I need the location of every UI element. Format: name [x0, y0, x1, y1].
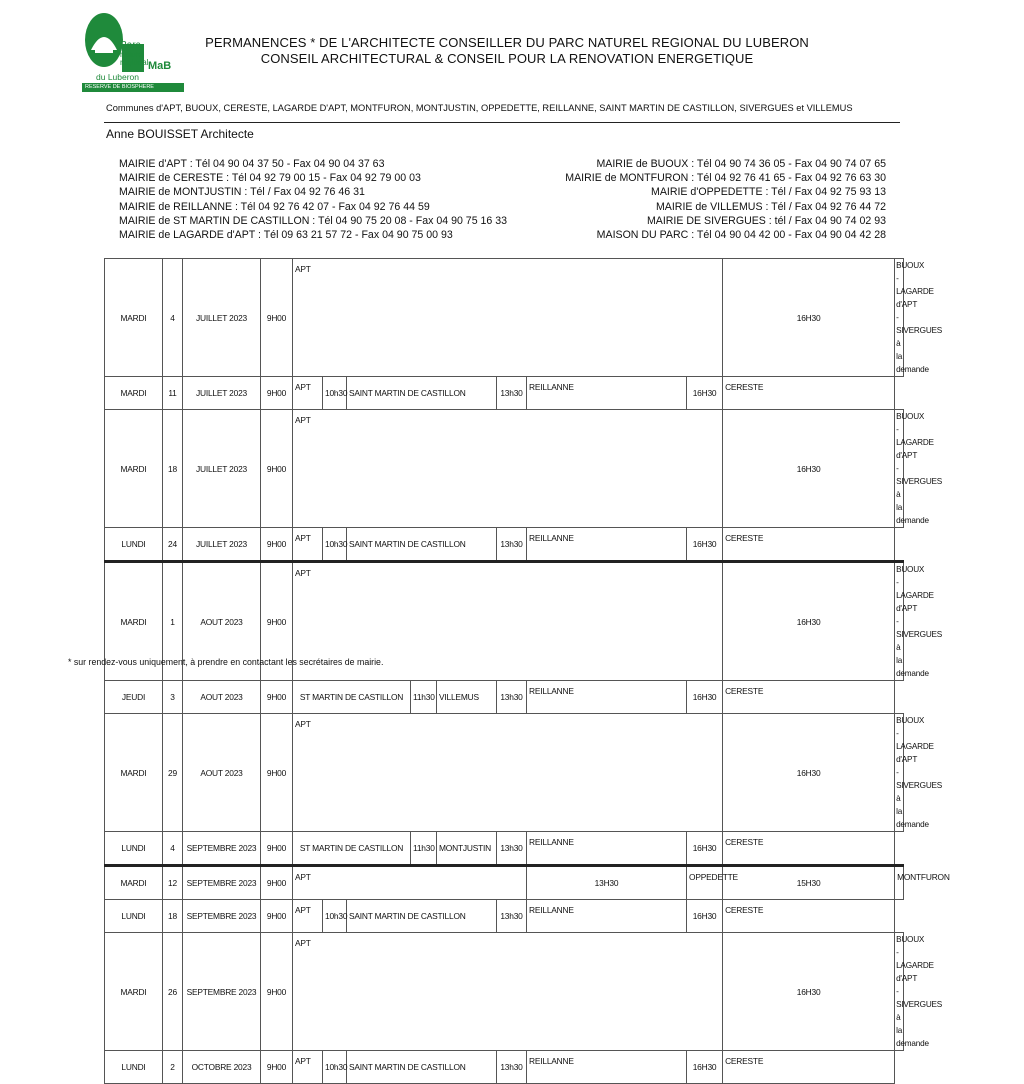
- month-cell: AOUT 2023: [183, 681, 261, 714]
- place-cell: REILLANNE: [527, 377, 687, 410]
- place-cell: BUOUX - LAGARDE d'APT - SIVERGUES à la demande: [895, 259, 904, 377]
- time-cell: 16H30: [687, 832, 723, 866]
- time-cell: 16H30: [687, 681, 723, 714]
- month-cell: SEPTEMBRE 2023: [183, 933, 261, 1051]
- day-cell: MARDI: [105, 714, 163, 832]
- mairie-contact: MAIRIE de ST MARTIN DE CASTILLON : Tél 04 90 75 20 08 - Fax 04 90 75 16 33: [119, 214, 508, 227]
- place-cell: APT: [293, 377, 323, 410]
- day-cell: LUNDI: [105, 900, 163, 933]
- time-cell: 13h30: [497, 1051, 527, 1084]
- logo-text-biosphere: RESERVE DE BIOSPHERE: [85, 84, 154, 90]
- mairie-contact: MAIRIE de VILLEMUS : Tél / Fax 04 92 76 44 72: [655, 200, 886, 213]
- place-cell: SAINT MARTIN DE CASTILLON: [347, 528, 497, 562]
- mairie-contact: MAIRIE de CERESTE : Tél 04 92 79 00 15 - Fax 04 92 79 00 03: [119, 172, 421, 185]
- date-cell: 11: [163, 377, 183, 410]
- architect-name: Anne BOUISSET Architecte: [106, 127, 254, 141]
- place-cell: REILLANNE: [527, 681, 687, 714]
- table-row: [105, 528, 904, 562]
- place-cell: CERESTE: [723, 900, 895, 933]
- time-cell: 9H00: [261, 562, 293, 681]
- month-cell: JUILLET 2023: [183, 377, 261, 410]
- table-row: [105, 410, 904, 528]
- mairie-contact: MAIRIE d'OPPEDETTE : Tél / Fax 04 92 75 93 13: [651, 186, 886, 199]
- date-cell: 4: [163, 832, 183, 866]
- time-cell: 16H30: [687, 528, 723, 562]
- table-row: [105, 900, 904, 933]
- time-cell: 9H00: [261, 681, 293, 714]
- month-cell: OCTOBRE 2023: [183, 1051, 261, 1084]
- place-cell: OPPEDETTE: [687, 866, 723, 900]
- date-cell: 18: [163, 900, 183, 933]
- title-line-1: PERMANENCES * DE L'ARCHITECTE CONSEILLER DU PARC NATUREL REGIONAL DU LUBERON: [205, 35, 809, 50]
- mairie-contact: MAIRIE de BUOUX : Tél 04 90 74 36 05 - Fax 04 90 74 07 65: [596, 158, 886, 170]
- place-cell: CERESTE: [723, 681, 895, 714]
- month-cell: JUILLET 2023: [183, 410, 261, 528]
- day-cell: MARDI: [105, 410, 163, 528]
- mairies-left: [119, 157, 507, 242]
- day-cell: LUNDI: [105, 832, 163, 866]
- time-cell: 16H30: [687, 377, 723, 410]
- time-cell: 9H00: [261, 1051, 293, 1084]
- date-cell: 4: [163, 259, 183, 377]
- place-cell: SAINT MARTIN DE CASTILLON: [347, 377, 497, 410]
- month-cell: SEPTEMBRE 2023: [183, 866, 261, 900]
- place-cell: APT: [293, 528, 323, 562]
- place-cell: APT: [293, 714, 723, 832]
- time-cell: 13h30: [497, 528, 527, 562]
- time-cell: 9H00: [261, 714, 293, 832]
- date-cell: 2: [163, 1051, 183, 1084]
- day-cell: LUNDI: [105, 528, 163, 562]
- place-cell: BUOUX - LAGARDE d'APT - SIVERGUES à la demande: [895, 933, 904, 1051]
- table-row: [105, 681, 904, 714]
- time-cell: 9H00: [261, 377, 293, 410]
- place-cell: MONTFURON: [895, 866, 904, 900]
- month-cell: AOUT 2023: [183, 562, 261, 681]
- place-cell: ST MARTIN DE CASTILLON: [293, 681, 411, 714]
- logo-text-parc: Parc: [120, 40, 141, 51]
- month-cell: SEPTEMBRE 2023: [183, 900, 261, 933]
- mairie-contact: MAIRIE de MONTFURON : Tél 04 92 76 41 65 - Fax 04 92 76 63 30: [565, 172, 886, 185]
- day-cell: MARDI: [105, 933, 163, 1051]
- place-cell: VILLEMUS: [437, 681, 497, 714]
- mairie-contact: MAIRIE d'APT : Tél 04 90 04 37 50 - Fax 04 90 04 37 63: [119, 158, 385, 170]
- time-cell: 9H00: [261, 410, 293, 528]
- date-cell: 3: [163, 681, 183, 714]
- footnote: * sur rendez-vous uniquement, à prendre en contactant les secrétaires de mairie.: [68, 657, 384, 667]
- table-row: [105, 714, 904, 832]
- time-cell: 10h30: [323, 1051, 347, 1084]
- time-cell: 16H30: [723, 410, 895, 528]
- time-cell: 10h30: [323, 900, 347, 933]
- divider: [104, 122, 900, 123]
- mairie-contact: MAIRIE de LAGARDE d'APT : Tél 09 63 21 57 72 - Fax 04 90 75 00 93: [119, 229, 453, 242]
- place-cell: SAINT MARTIN DE CASTILLON: [347, 1051, 497, 1084]
- place-cell: REILLANNE: [527, 528, 687, 562]
- time-cell: 16H30: [723, 714, 895, 832]
- date-cell: 18: [163, 410, 183, 528]
- logo-text-luberon: du Luberon: [96, 72, 140, 82]
- table-row: [105, 832, 904, 866]
- place-cell: BUOUX - LAGARDE d'APT - SIVERGUES à la demande: [895, 562, 904, 681]
- mairie-contact: MAIRIE de REILLANNE : Tél 04 92 76 42 07 - Fax 04 92 76 44 59: [119, 200, 430, 213]
- logo-text-naturel: naturel: [120, 50, 145, 59]
- place-cell: APT: [293, 933, 723, 1051]
- parc-luberon-logo: [82, 10, 184, 92]
- place-cell: REILLANNE: [527, 900, 687, 933]
- month-cell: AOUT 2023: [183, 714, 261, 832]
- time-cell: 9H00: [261, 866, 293, 900]
- table-row: [105, 866, 904, 900]
- month-cell: JUILLET 2023: [183, 528, 261, 562]
- time-cell: 16H30: [687, 900, 723, 933]
- time-cell: 9H00: [261, 528, 293, 562]
- place-cell: APT: [293, 900, 323, 933]
- place-cell: APT: [293, 410, 723, 528]
- mairie-contact: MAIRIE de MONTJUSTIN : Tél / Fax 04 92 76 46 31: [119, 186, 365, 199]
- month-cell: SEPTEMBRE 2023: [183, 832, 261, 866]
- day-cell: LUNDI: [105, 1051, 163, 1084]
- time-cell: 15H30: [723, 866, 895, 900]
- time-cell: 13H30: [527, 866, 687, 900]
- date-cell: 29: [163, 714, 183, 832]
- time-cell: 13h30: [497, 832, 527, 866]
- table-row: [105, 1051, 904, 1084]
- date-cell: 12: [163, 866, 183, 900]
- time-cell: 16H30: [723, 562, 895, 681]
- mab-label: MaB: [148, 60, 172, 72]
- time-cell: 13h30: [497, 681, 527, 714]
- time-cell: 11h30: [411, 832, 437, 866]
- place-cell: REILLANNE: [527, 1051, 687, 1084]
- time-cell: 9H00: [261, 933, 293, 1051]
- place-cell: CERESTE: [723, 1051, 895, 1084]
- month-cell: JUILLET 2023: [183, 259, 261, 377]
- place-cell: REILLANNE: [527, 832, 687, 866]
- day-cell: MARDI: [105, 562, 163, 681]
- place-cell: CERESTE: [723, 832, 895, 866]
- time-cell: 13h30: [497, 900, 527, 933]
- place-cell: APT: [293, 259, 723, 377]
- table-row: [105, 933, 904, 1051]
- time-cell: 13h30: [497, 377, 527, 410]
- mairies-right: [565, 157, 886, 242]
- time-cell: 9H00: [261, 832, 293, 866]
- table-row: [105, 377, 904, 410]
- schedule-table: [104, 258, 950, 1084]
- place-cell: APT: [293, 562, 723, 681]
- date-cell: 1: [163, 562, 183, 681]
- time-cell: 16H30: [723, 933, 895, 1051]
- mairie-contact: MAISON DU PARC : Tél 04 90 04 42 00 - Fax 04 90 04 42 28: [596, 229, 886, 242]
- time-cell: 10h30: [323, 377, 347, 410]
- day-cell: JEUDI: [105, 681, 163, 714]
- document-title: [190, 35, 824, 67]
- time-cell: 16H30: [687, 1051, 723, 1084]
- time-cell: 9H00: [261, 900, 293, 933]
- place-cell: BUOUX - LAGARDE d'APT - SIVERGUES à la demande: [895, 714, 904, 832]
- time-cell: 16H30: [723, 259, 895, 377]
- place-cell: SAINT MARTIN DE CASTILLON: [347, 900, 497, 933]
- place-cell: BUOUX - LAGARDE d'APT - SIVERGUES à la demande: [895, 410, 904, 528]
- title-line-2: CONSEIL ARCHITECTURAL & CONSEIL POUR LA RENOVATION ENERGETIQUE: [260, 51, 754, 66]
- place-cell: APT: [293, 866, 527, 900]
- day-cell: MARDI: [105, 259, 163, 377]
- place-cell: ST MARTIN DE CASTILLON: [293, 832, 411, 866]
- date-cell: 24: [163, 528, 183, 562]
- time-cell: 11h30: [411, 681, 437, 714]
- day-cell: MARDI: [105, 377, 163, 410]
- place-cell: CERESTE: [723, 377, 895, 410]
- day-cell: MARDI: [105, 866, 163, 900]
- place-cell: APT: [293, 1051, 323, 1084]
- mairie-contact: MAIRIE DE SIVERGUES : tél / Fax 04 90 74 02 93: [646, 214, 886, 227]
- table-row: [105, 259, 904, 377]
- time-cell: 9H00: [261, 259, 293, 377]
- time-cell: 10h30: [323, 528, 347, 562]
- place-cell: MONTJUSTIN: [437, 832, 497, 866]
- logo-text-regional: régional: [120, 57, 149, 67]
- communes-list: Communes d'APT, BUOUX, CERESTE, LAGARDE D'APT, MONTFURON, MONTJUSTIN, OPPEDETTE, REILLANNE, SAINT MARTIN DE CASTILLON, SIVERGUES et VILLEMUS: [106, 103, 853, 113]
- place-cell: CERESTE: [723, 528, 895, 562]
- date-cell: 26: [163, 933, 183, 1051]
